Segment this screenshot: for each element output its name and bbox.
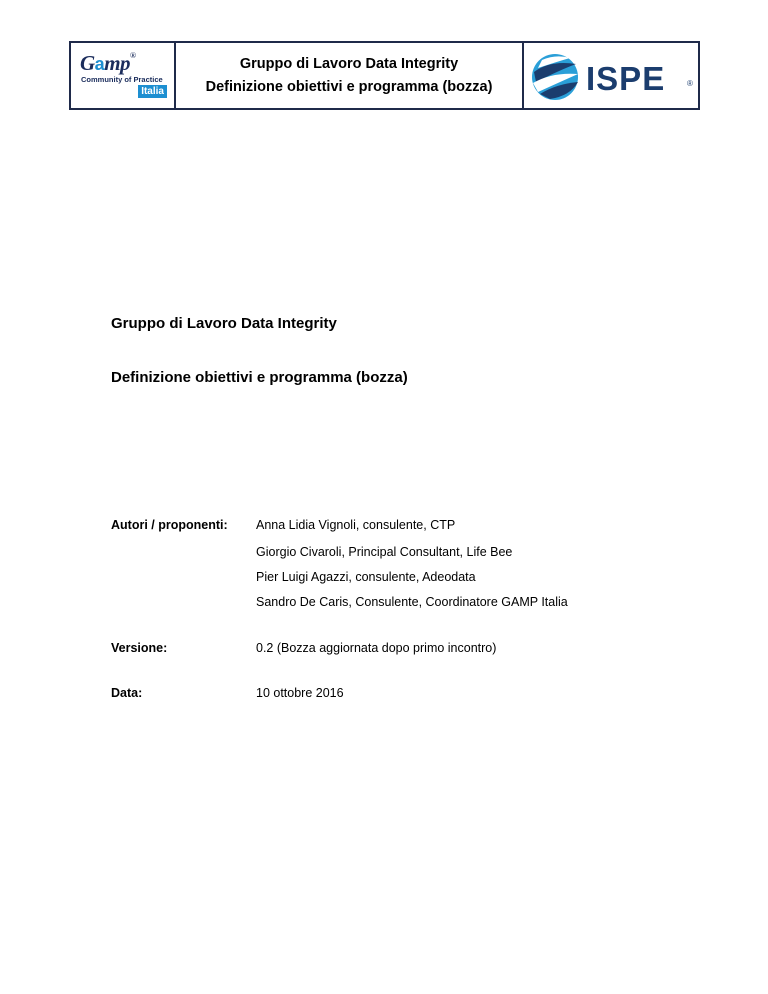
gamp-logo	[77, 51, 169, 101]
gamp-logo-cell	[71, 43, 176, 108]
date-value: 10 ottobre 2016	[256, 686, 344, 700]
document-title: Gruppo di Lavoro Data Integrity	[111, 315, 337, 332]
authors-label: Autori / proponenti:	[111, 518, 228, 532]
gamp-region-badge: Italia	[138, 85, 167, 98]
gamp-tagline: Community of Practice	[81, 75, 163, 84]
header-title-line2: Definizione obiettivi e programma (bozza)	[205, 79, 493, 95]
ispe-globe-icon	[530, 52, 582, 102]
header-title-line1: Gruppo di Lavoro Data Integrity	[239, 56, 459, 72]
author-item: Pier Luigi Agazzi, consulente, Adeodata	[256, 570, 476, 584]
ispe-wordmark: ISPE	[586, 60, 666, 97]
header-title-cell	[176, 43, 524, 108]
document-subtitle: Definizione obiettivi e programma (bozza)	[111, 369, 408, 386]
date-label: Data:	[111, 686, 143, 700]
version-value: 0.2 (Bozza aggiornata dopo primo incontro)	[256, 641, 497, 655]
ispe-registered-mark: ®	[687, 79, 693, 88]
author-item: Giorgio Civaroli, Principal Consultant, Life Bee	[256, 545, 513, 559]
ispe-logo-cell	[524, 43, 698, 108]
header-table	[69, 41, 700, 110]
author-item: Sandro De Caris, Consulente, Coordinatore GAMP Italia	[256, 595, 568, 609]
ispe-logo	[530, 52, 700, 102]
gamp-wordmark: Gamp®	[80, 51, 136, 75]
version-label: Versione:	[111, 641, 168, 655]
author-item: Anna Lidia Vignoli, consulente, CTP	[256, 518, 456, 532]
